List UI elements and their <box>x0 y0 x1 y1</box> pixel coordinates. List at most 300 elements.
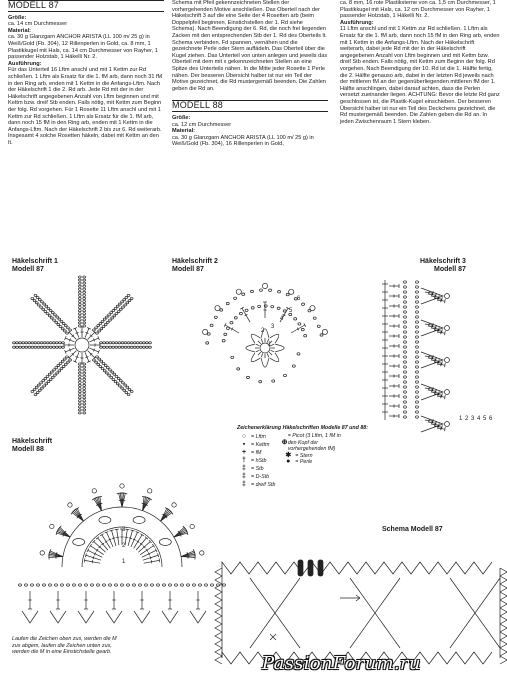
single-crochet <box>256 350 260 352</box>
chain-stitch <box>126 302 129 304</box>
round-number: 4 <box>280 316 284 322</box>
chain-stitch <box>121 346 124 348</box>
chain-stitch <box>113 373 116 375</box>
text-material-88-continued: ca. 8 mm, 16 rote Plastiksterne von ca. 1,5 cm Durchmesser, 1 Plastikkugel mit Hals, ca. 12 cm Durchmesser von Rayher, 1 passender Holzstab, 1 Häkelli Nr. 2. <box>340 0 496 20</box>
chain-stitch <box>83 372 86 374</box>
chain-stitch <box>25 584 28 586</box>
chain-stitch <box>283 310 286 312</box>
heading-material: Material: <box>8 27 32 34</box>
zigzag-edge <box>215 568 222 576</box>
chain-stitch <box>78 363 81 365</box>
bead <box>318 560 323 576</box>
chain-stitch <box>31 390 34 392</box>
chain-stitch <box>83 279 86 281</box>
bead <box>298 560 303 576</box>
legend-zeichenerklaerung <box>237 425 372 489</box>
chain-stitch <box>62 342 65 344</box>
legend-text: = Stern <box>295 452 313 459</box>
chain-stitch <box>78 403 81 405</box>
chain-stitch <box>121 584 124 586</box>
chain-stitch <box>53 369 56 371</box>
chain-stitch <box>78 294 81 296</box>
scallop <box>22 611 38 623</box>
chain-stitch <box>40 382 43 384</box>
chain-stitch <box>404 331 407 333</box>
bead <box>159 539 171 546</box>
chain-stitch <box>404 356 407 358</box>
zigzag-edge <box>215 592 222 600</box>
chain-stitch <box>52 346 55 348</box>
chain-stitch <box>271 305 274 307</box>
chain-stitch <box>109 584 112 586</box>
chain-stitch <box>35 302 38 304</box>
legend-text: = Kettm <box>251 442 270 449</box>
chain-stitch <box>278 291 281 293</box>
legend-text: = Picot (3 Lftm, 1 fM in den Kopf der vorhergehenden fM) <box>287 433 341 453</box>
legend-item <box>237 473 275 481</box>
chain-stitch <box>121 387 124 389</box>
picot <box>262 283 267 288</box>
cross-mark <box>270 634 276 640</box>
text-material-88: ca. 30 g Glanzgarn ANCHOR ARISTA (LL 100 m/ 25 g) in Weiß/Gold (Fb. 304), 16 Rillenperlen in Gold, <box>172 134 314 148</box>
diagram-haekelschrift-3 <box>355 280 505 430</box>
chain-stitch <box>416 396 419 398</box>
chain-stitch <box>46 375 49 377</box>
chain-stitch <box>416 356 419 358</box>
single-crochet <box>271 350 275 352</box>
round-number: 3 <box>122 527 126 533</box>
chain-stitch <box>404 281 407 283</box>
zigzag-edge <box>215 616 222 624</box>
chain-stitch <box>61 584 64 586</box>
chain-stitch <box>404 411 407 413</box>
picot <box>190 524 194 528</box>
chain-stitch <box>78 307 81 309</box>
chain-stitch <box>181 584 184 586</box>
zigzag-edge <box>215 640 222 648</box>
chain-stitch <box>85 584 88 586</box>
chain-stitch <box>78 369 81 371</box>
chain-stitch <box>302 303 305 305</box>
picot <box>148 489 152 493</box>
chain-stitch <box>151 584 154 586</box>
chain-stitch <box>78 381 81 383</box>
chain-stitch <box>44 377 47 379</box>
chain-stitch <box>83 288 86 290</box>
chain-stitch <box>259 380 262 382</box>
chain-stitch <box>43 303 46 305</box>
chain-stitch <box>404 301 407 303</box>
chain-stitch <box>304 335 307 337</box>
chain-stitch <box>78 397 81 399</box>
round-number: 3 <box>271 324 275 330</box>
chain-stitch <box>92 329 95 331</box>
chain-stitch <box>40 306 43 308</box>
chain-stitch <box>78 304 81 306</box>
chain-stitch <box>404 326 407 328</box>
legend-item <box>237 441 275 449</box>
chain-stitch <box>109 346 112 348</box>
chain-stitch <box>115 346 118 348</box>
chain-stitch <box>58 370 61 372</box>
chain-stitch <box>73 584 76 586</box>
chain-stitch <box>416 311 419 313</box>
heading-groesse-88: Größe: <box>172 114 191 121</box>
chain-stitch <box>34 346 37 348</box>
section-title-modell-87: MODELL 87 <box>8 0 164 12</box>
chain-stitch <box>112 309 115 311</box>
zigzag-edge <box>500 640 507 648</box>
chain-stitch <box>83 313 86 315</box>
chain-stitch <box>139 342 142 344</box>
chain-stitch <box>272 380 275 382</box>
chain-stitch <box>43 385 46 387</box>
chain-stitch <box>67 584 70 586</box>
stitch-bar <box>140 534 143 536</box>
chain-stitch <box>78 384 81 386</box>
round-number: 1 <box>268 342 272 348</box>
chain-stitch <box>404 416 407 418</box>
text-ausfuehrung: Für das Unterteil 16 Lftm anschl und mit 1 Kettm zur Rd schließen. 1 Lftm als Ersatz für die 1. fM arb, dann noch 31 fM in den Ring arb, enden mit 1 Kettm in die Anfangs-Lftm. Nach der Häkelschrift 1 die 2. Rd arb. Jede Rd mit der in der Häkelschrift angegebenen Anzahl von Lftm beginnen und mit Kettm bzw. dreif Stb enden. Falls nötig, mit Kettm zum Beginn der folg. Rd vorgehen. Für 1 Rosette 11 Lftm anschl und mit 1 Kettm zur Rd schließen. 1 Lftm als Ersatz für die 1. fM arb, dann noch 15 fM in den Ring arb, enden mit 1 Kettm in die Anfangs-Lftm. Nach der Häkelschrift 2 bis zur 6. Rd weiterarb. Insgesamt 4 solche Rosetten häkeln, dabei mit Kettm an den It. <box>8 67 163 146</box>
cross-line <box>350 578 400 648</box>
petal-arc <box>246 344 255 352</box>
zigzag-edge <box>500 616 507 624</box>
chain-stitch <box>127 342 130 344</box>
chain-stitch <box>404 406 407 408</box>
chain-stitch <box>416 321 419 323</box>
chain-stitch <box>16 342 19 344</box>
chain-stitch <box>416 301 419 303</box>
chain-stitch <box>116 383 119 385</box>
chain-stitch <box>59 342 62 344</box>
chain-stitch <box>112 342 115 344</box>
chain-stitch <box>31 342 34 344</box>
chain-stitch <box>49 584 52 586</box>
chain-stitch <box>277 307 280 309</box>
chain-stitch <box>114 381 117 383</box>
chain-stitch <box>98 330 101 332</box>
chain-stitch <box>78 375 81 377</box>
round-number: 2 <box>465 416 469 422</box>
chain-stitch <box>297 353 300 355</box>
chain-stitch <box>78 387 81 389</box>
chain-stitch <box>35 386 38 388</box>
chain-stitch <box>83 381 86 383</box>
chain-stitch <box>112 346 115 348</box>
chain-stitch <box>416 411 419 413</box>
chain-stitch <box>40 342 43 344</box>
chain-stitch <box>61 360 64 362</box>
chain-stitch <box>119 380 122 382</box>
scallop <box>162 611 178 623</box>
chain-stitch <box>404 351 407 353</box>
chain-stitch <box>416 376 419 378</box>
chain-stitch <box>103 346 106 348</box>
chain-stitch <box>124 346 127 348</box>
legend-text: = Lftm <box>251 434 266 441</box>
chain-stitch <box>416 336 419 338</box>
chain-stitch <box>83 307 86 309</box>
chain-stitch <box>125 391 128 393</box>
stitch-bar <box>100 534 103 536</box>
chain-stitch <box>83 397 86 399</box>
chain-stitch <box>95 327 98 329</box>
chain-stitch <box>56 372 59 374</box>
chain-stitch <box>416 371 419 373</box>
round-number: 6 <box>489 416 493 422</box>
chain-stitch <box>222 340 225 342</box>
chain-stitch <box>13 342 16 344</box>
chain-stitch <box>121 301 124 303</box>
chain-stitch <box>46 313 49 315</box>
chain-stitch <box>33 388 36 390</box>
round-number: 1 <box>122 559 126 565</box>
chain-stitch <box>47 381 50 383</box>
chain-stitch <box>55 367 58 369</box>
chain-stitch <box>34 294 37 296</box>
chain-stitch <box>64 325 67 327</box>
diagram-haekelschrift-2 <box>165 270 335 420</box>
legend-title: Zeichenerklärung Häkelschriften Modelle 87 und 88: <box>237 425 368 431</box>
chain-stitch <box>124 304 127 306</box>
chain-stitch <box>416 316 419 318</box>
chain-stitch <box>163 584 166 586</box>
chain-stitch <box>43 342 46 344</box>
stitch-bar <box>151 560 152 563</box>
chain-stitch <box>416 416 419 418</box>
chain-stitch <box>83 322 86 324</box>
chain-stitch <box>110 376 113 378</box>
chain-stitch <box>106 367 109 369</box>
round-number: 1 <box>459 416 463 422</box>
chain-stitch <box>133 346 136 348</box>
picot <box>203 329 208 334</box>
chain-stitch <box>404 306 407 308</box>
picot <box>445 326 450 331</box>
chain-stitch <box>31 346 34 348</box>
chain-stitch <box>283 374 286 376</box>
text-groesse: ca. 14 cm Durchmesser <box>8 21 68 28</box>
chain-stitch <box>416 341 419 343</box>
chain-stitch <box>78 325 81 327</box>
chain-stitch <box>136 342 139 344</box>
chain-stitch <box>61 328 64 330</box>
chain-stitch <box>108 314 111 316</box>
chain-stitch <box>46 342 49 344</box>
legend-symbol: ✱ <box>285 451 292 459</box>
heading-ausfuehrung-88: Ausführung: <box>340 19 374 26</box>
zigzag-edge <box>500 576 507 584</box>
stitch-bar <box>93 556 94 559</box>
chain-stitch <box>230 322 233 324</box>
chain-stitch <box>83 369 86 371</box>
chain-stitch <box>416 391 419 393</box>
picot <box>310 306 315 311</box>
chain-stitch <box>69 329 72 331</box>
chain-stitch <box>113 315 116 317</box>
chain-stitch <box>78 319 81 321</box>
chain-stitch <box>69 359 72 361</box>
chain-stitch <box>83 363 86 365</box>
chain-stitch <box>99 365 102 367</box>
chain-stitch <box>37 384 40 386</box>
stitch-bar <box>125 529 129 530</box>
zigzag-edge <box>500 584 507 592</box>
chain-stitch <box>247 376 250 378</box>
chain-stitch <box>404 396 407 398</box>
chain-stitch <box>58 318 61 320</box>
chain-stitch <box>79 584 82 586</box>
chain-stitch <box>83 384 86 386</box>
chain-stitch <box>404 361 407 363</box>
chain-stitch <box>117 377 120 379</box>
chain-stitch <box>146 346 149 348</box>
chain-stitch <box>83 316 86 318</box>
zigzag-edge <box>215 608 222 616</box>
chain-stitch <box>109 342 112 344</box>
legend-text: = fM <box>251 450 262 457</box>
chain-stitch <box>105 372 108 374</box>
chain-stitch <box>37 342 40 344</box>
chain-stitch <box>416 381 419 383</box>
chain-stitch <box>286 293 289 295</box>
chain-stitch <box>139 584 142 586</box>
chain-stitch <box>106 342 109 344</box>
picot <box>445 422 450 427</box>
chain-stitch <box>60 320 63 322</box>
chain-stitch <box>38 299 41 301</box>
chain-stitch <box>57 364 60 366</box>
single-crochet <box>269 352 272 355</box>
chain-stitch <box>175 584 178 586</box>
chain-stitch <box>111 371 114 373</box>
chain-stitch <box>99 322 102 324</box>
chain-stitch <box>22 342 25 344</box>
legend-symbol: ⊕ <box>281 438 288 446</box>
chain-stitch <box>122 306 125 308</box>
chain-stitch <box>83 406 86 408</box>
chain-stitch <box>116 305 119 307</box>
chain-stitch <box>416 366 419 368</box>
chain-stitch <box>127 394 130 396</box>
chain-stitch <box>416 331 419 333</box>
chain-stitch <box>78 276 81 278</box>
chain-stitch <box>78 285 81 287</box>
stitch-bar <box>152 544 154 547</box>
chain-stitch <box>416 306 419 308</box>
zigzag-edge <box>215 656 222 664</box>
chain-stitch <box>52 342 55 344</box>
chain-stitch <box>298 323 301 325</box>
chain-stitch <box>292 365 295 367</box>
chain-stitch <box>19 342 22 344</box>
chain-stitch <box>130 297 133 299</box>
column-modell-87 <box>8 0 164 146</box>
chain-stitch <box>40 346 43 348</box>
chain-stitch <box>234 297 237 299</box>
chain-stitch <box>320 334 323 336</box>
picot <box>445 390 450 395</box>
cross-line <box>250 578 300 648</box>
chain-stitch <box>78 291 81 293</box>
chain-stitch <box>42 380 45 382</box>
chain-stitch <box>101 368 104 370</box>
chain-stitch <box>55 346 58 348</box>
chain-stitch <box>416 286 419 288</box>
chain-stitch <box>83 304 86 306</box>
chain-stitch <box>416 326 419 328</box>
text-ausfuehrung-88: 11 Lftm anschl und mit 1 Kettm zur Rd schließen. 1 Lftm als Ersatz für die 1. fM arb, dann noch 15 fM in den Ring arb, enden mit 1 Kettm in die Anfangs-Lftm. Nach der Häkelschrift weiterarb, dabei jede Rd mit der in der Häkelschrift angegebenen Anzahl von Lftm beginnen und mit Kettm bzw. dreif Stb enden. Falls nötig, mit Kettm zum Beginn der folg. Rd vorgehen. Nach Beendigung der 10. Rd ist die 1. Hälfte fertig, die 2. Hälfte genauso arb, dabei in der letzten Rd jeweils nach der mittleren fM an der gegenüberliegenden mittleren fM der 1. Hälfte anschlingen, dabei darauf achten, dass die Perlen versetzt zueinander liegen. ACHTUNG: Bevor die letzte Rd ganz geschlossen ist, die Plastik-Kugel einschieben. Der besseren Übersicht halber ist nur ein Teil des Deckchens gezeichnet, die Rd mustergemäß beenden. Die Zahlen geben die Rd an. In jeden Zwischenraum 1 Stern kleben. <box>340 26 500 125</box>
chain-stitch <box>64 363 67 365</box>
chain-stitch <box>404 371 407 373</box>
chain-stitch <box>145 584 148 586</box>
chain-stitch <box>55 584 58 586</box>
chain-stitch <box>55 342 58 344</box>
chain-stitch <box>130 346 133 348</box>
chain-stitch <box>139 346 142 348</box>
picot <box>92 489 96 493</box>
chain-stitch <box>78 406 81 408</box>
chain-stitch <box>404 286 407 288</box>
chain-stitch <box>49 342 52 344</box>
column-middle <box>172 0 328 148</box>
chain-stitch <box>115 584 118 586</box>
chain-stitch <box>130 390 133 392</box>
chain-stitch <box>83 375 86 377</box>
chain-stitch <box>112 378 115 380</box>
chain-stitch <box>83 282 86 284</box>
chain-stitch <box>78 409 81 411</box>
chain-stitch <box>104 323 107 325</box>
chain-stitch <box>43 346 46 348</box>
chain-stitch <box>83 319 86 321</box>
chain-stitch <box>63 330 66 332</box>
chain-stitch <box>51 376 54 378</box>
chain-stitch <box>115 342 118 344</box>
chain-stitch <box>102 362 105 364</box>
legend-item <box>237 433 275 441</box>
chain-stitch <box>146 342 149 344</box>
chain-stitch <box>78 282 81 284</box>
chain-stitch <box>404 321 407 323</box>
chain-stitch <box>100 328 103 330</box>
bead <box>308 560 313 576</box>
chain-stitch <box>258 305 261 307</box>
chain-stitch <box>404 296 407 298</box>
chain-stitch <box>50 317 53 319</box>
stitch-bar <box>146 549 148 552</box>
chain-stitch <box>83 300 86 302</box>
zigzag-edge <box>215 584 222 592</box>
chain-stitch <box>231 356 234 358</box>
legend-item <box>237 481 275 489</box>
chain-stitch <box>83 412 86 414</box>
chain-stitch <box>83 276 86 278</box>
chain-stitch <box>34 342 37 344</box>
label-haekelschrift-88: Häkelschrift Modell 88 <box>12 438 53 453</box>
chain-stitch <box>62 322 65 324</box>
chain-stitch <box>149 346 152 348</box>
zigzag-edge <box>500 656 507 664</box>
legend-list-right <box>281 433 349 489</box>
chain-stitch <box>123 299 126 301</box>
chain-stitch <box>122 382 125 384</box>
chain-stitch <box>133 342 136 344</box>
stitch-bar <box>89 544 91 547</box>
chain-stitch <box>404 341 407 343</box>
chain-stitch <box>226 302 229 304</box>
picot <box>445 358 450 363</box>
